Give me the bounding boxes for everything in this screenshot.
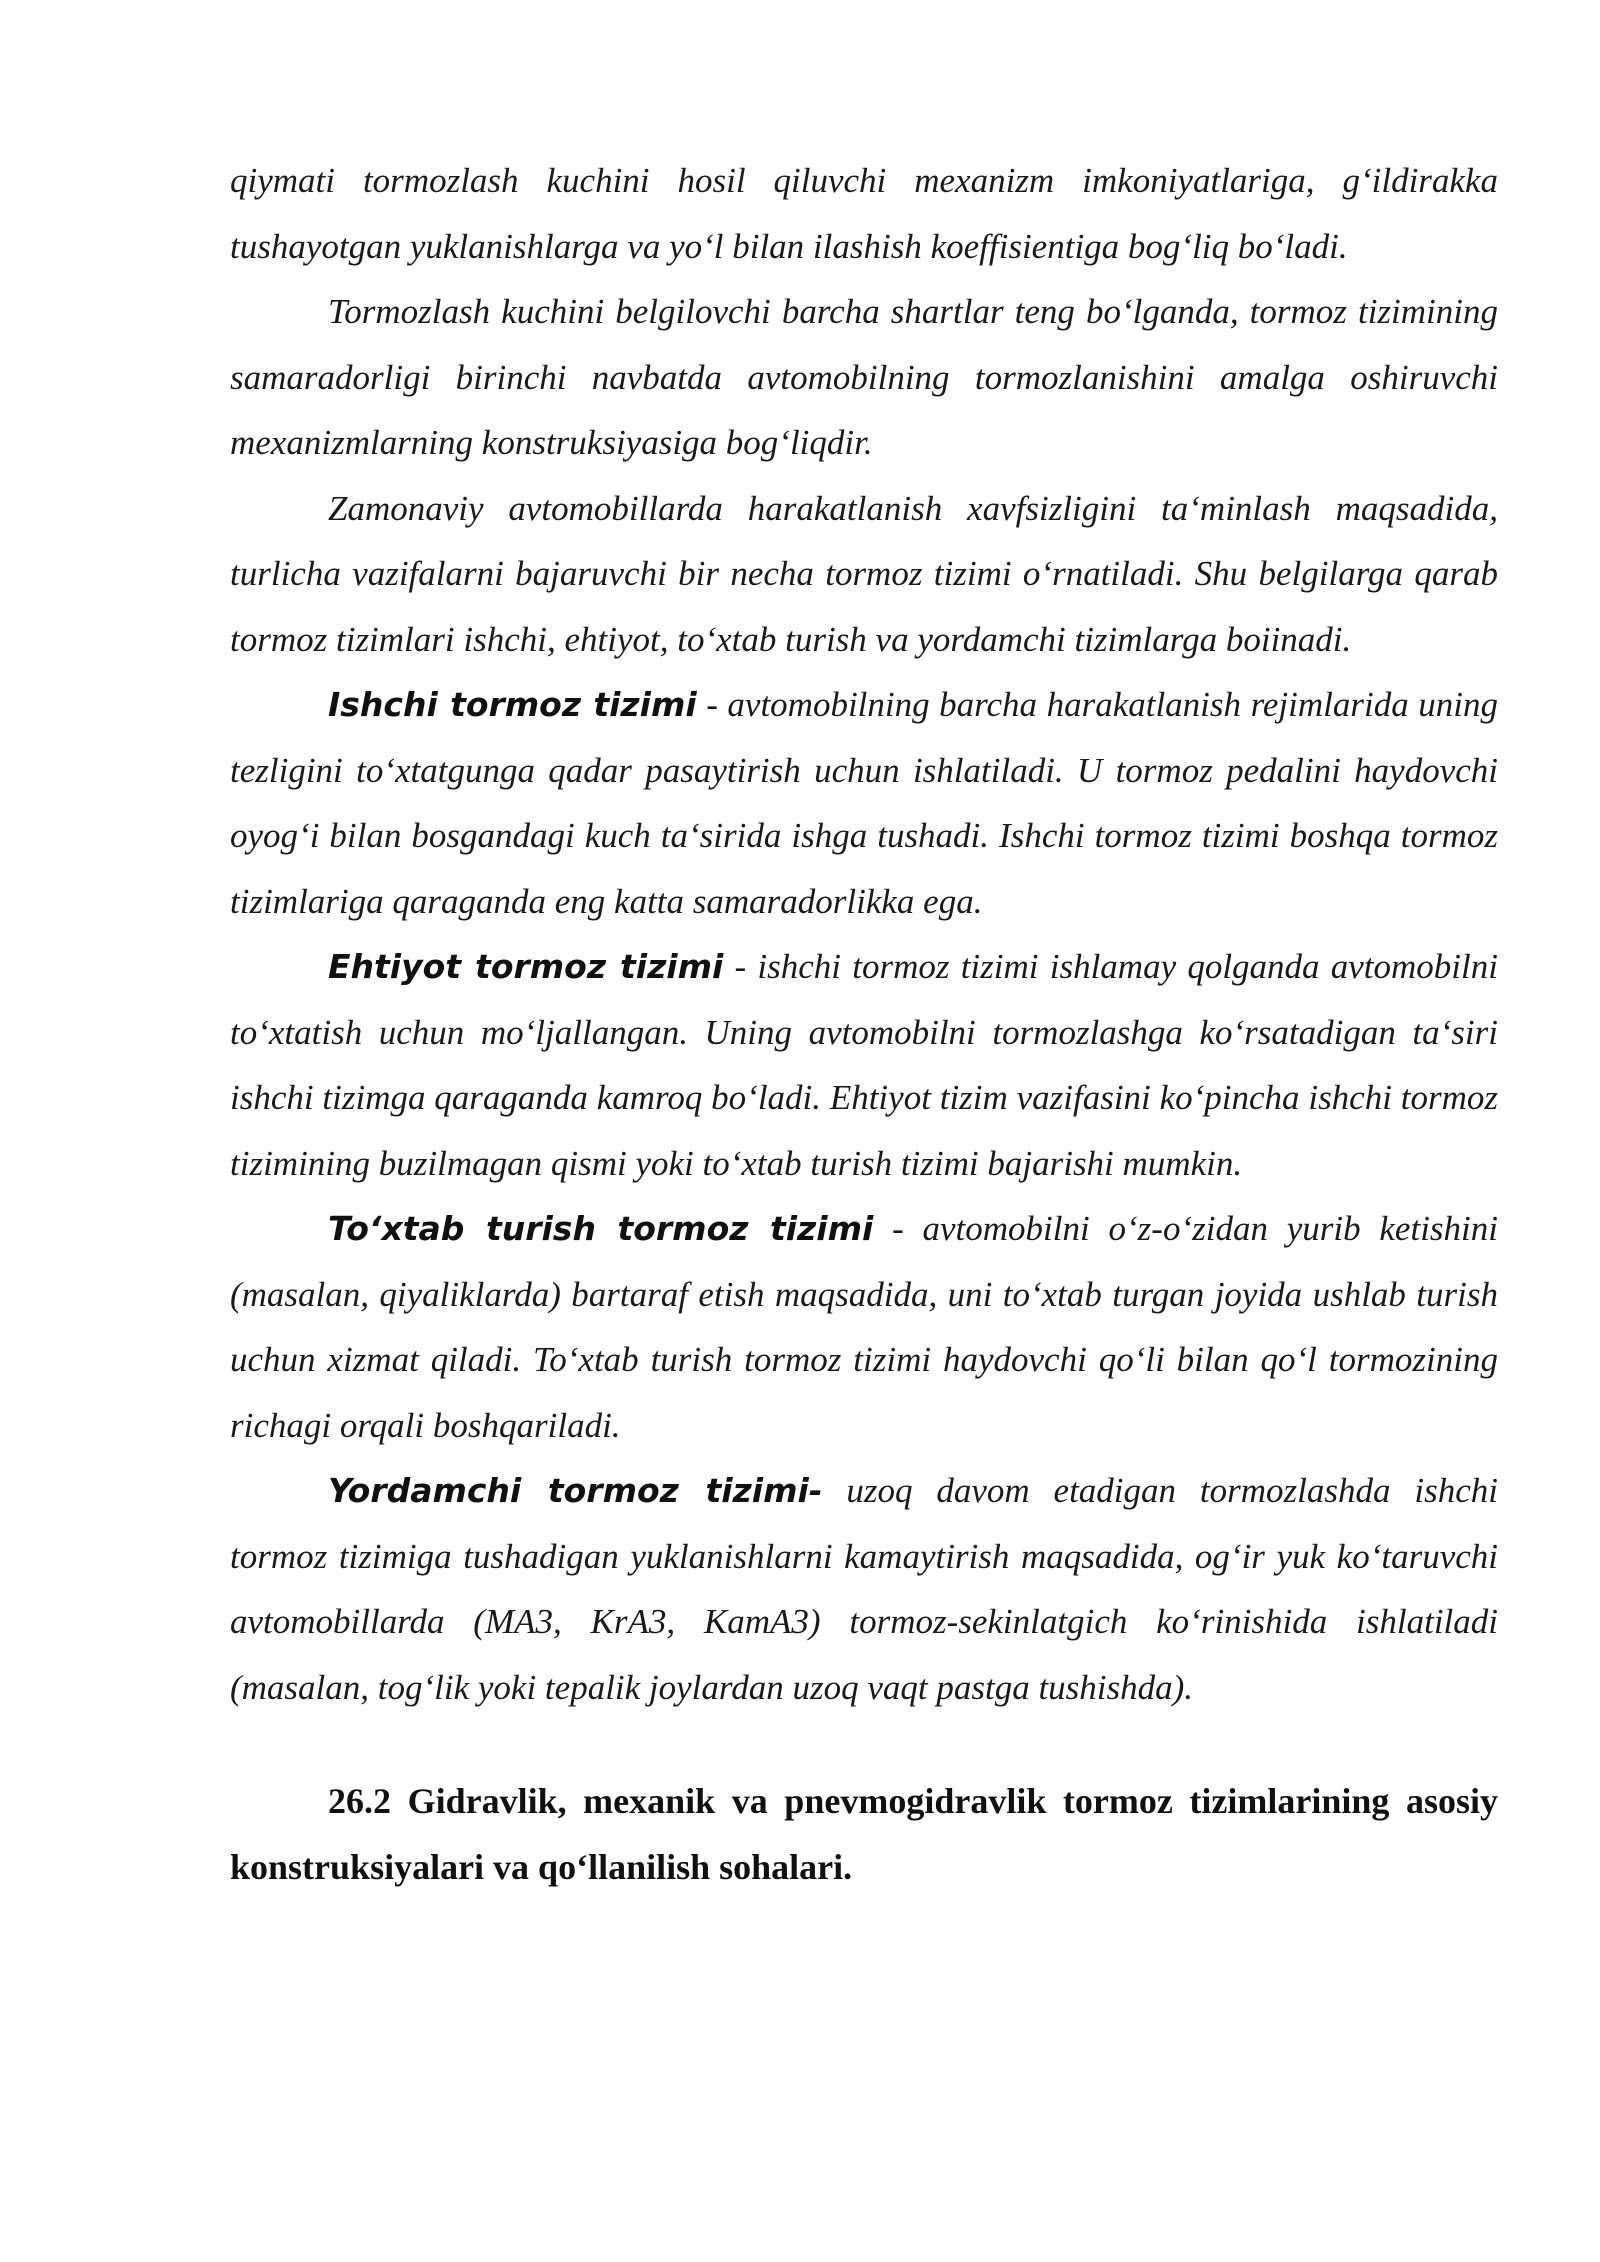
section-heading: 26.2 Gidravlik, mexanik va pnevmogidravlik tormoz tizimlarining asosiy konstruksiyalari va qo‘llanilish sohalari. — [230, 1781, 1498, 1887]
paragraph-text: Tormozlash kuchini belgilovchi barcha shartlar teng bo‘lganda, tormoz tizimining samaradorligi birinchi navbatda avtomobilning tormozlanishini amalga oshiruvchi mexanizmlarning konstruksiyasiga bog‘liqdir. — [230, 292, 1498, 462]
term-auxiliary-brake: Yordamchi tormoz tizimi- — [328, 1471, 823, 1510]
paragraph-emergency-brake — [230, 934, 1498, 1196]
paragraph-braking-conditions — [230, 279, 1498, 476]
paragraph-text: qiymati tormozlash kuchini hosil qiluvchi mexanizm imkoniyatlariga, g‘ildirakka tushayotgan yuklanishlarga va yo‘l bilan ilashish koeffisientiga bog‘liq bo‘ladi. — [230, 161, 1498, 266]
term-service-brake: Ishchi tormoz tizimi — [328, 685, 697, 724]
paragraph-text: - avtomobilni o‘z-o‘zidan yurib ketishini (masalan, qiyaliklarda) bartaraf etish maqsadida, uni to‘xtab turgan joyida ushlab turish uchun xizmat qiladi. To‘xtab turish tormoz tizimi haydovchi qo‘li bilan qo‘l tormozining richagi orqali boshqariladi. — [230, 1209, 1498, 1445]
paragraph-text: - avtomobilning barcha harakatlanish rejimlarida uning tezligini to‘xtatgunga qadar pasaytirish uchun ishlatiladi. U tormoz pedalini haydovchi oyog‘i bilan bosgandagi kuch ta‘sirida ishga tushadi. Ishchi tormoz tizimi boshqa tormoz tizimlariga qaraganda eng katta samaradorlikka ega. — [230, 685, 1499, 921]
paragraph-text: uzoq davom etadigan tormozlashda ishchi tormoz tizimiga tushadigan yuklanishlarni kamaytirish maqsadida, og‘ir yuk ko‘taruvchi avtomobillarda (MA3, KrA3, KamA3) tormoz-sekinlatgich ko‘rinishida ishlatiladi (masalan, tog‘lik yoki tepalik joylardan uzoq vaqt pastga tushishda). — [230, 1471, 1498, 1707]
paragraph-text: - ishchi tormoz tizimi ishlamay qolganda avtomobilni to‘xtatish uchun mo‘ljallangan. Uning avtomobilni tormozlashga ko‘rsatadigan ta‘siri ishchi tizimga qaraganda kamroq bo‘ladi. Ehtiyot tizim vazifasini ko‘pincha ishchi tormoz tizimining buzilmagan qismi yoki to‘xtab turish tizimi bajarishi mumkin. — [230, 947, 1498, 1183]
paragraph-text: Zamonaviy avtomobillarda harakatlanish xavfsizligini ta‘minlash maqsadida, turlicha vazifalarni bajaruvchi bir necha tormoz tizimi o‘rnatiladi. Shu belgilarga qarab tormoz tizimlari ishchi, ehtiyot, to‘xtab turish va yordamchi tizimlarga boiinadi. — [230, 488, 1498, 659]
term-emergency-brake: Ehtiyot tormoz tizimi — [328, 947, 724, 986]
paragraph-parking-brake — [230, 1196, 1498, 1458]
paragraph-service-brake — [230, 672, 1498, 934]
page-content — [230, 148, 1498, 1900]
paragraph-continuation — [230, 148, 1498, 279]
paragraph-brake-systems-intro — [230, 476, 1498, 673]
paragraph-auxiliary-brake — [230, 1458, 1498, 1720]
term-parking-brake: To‘xtab turish tormoz tizimi — [328, 1209, 874, 1248]
